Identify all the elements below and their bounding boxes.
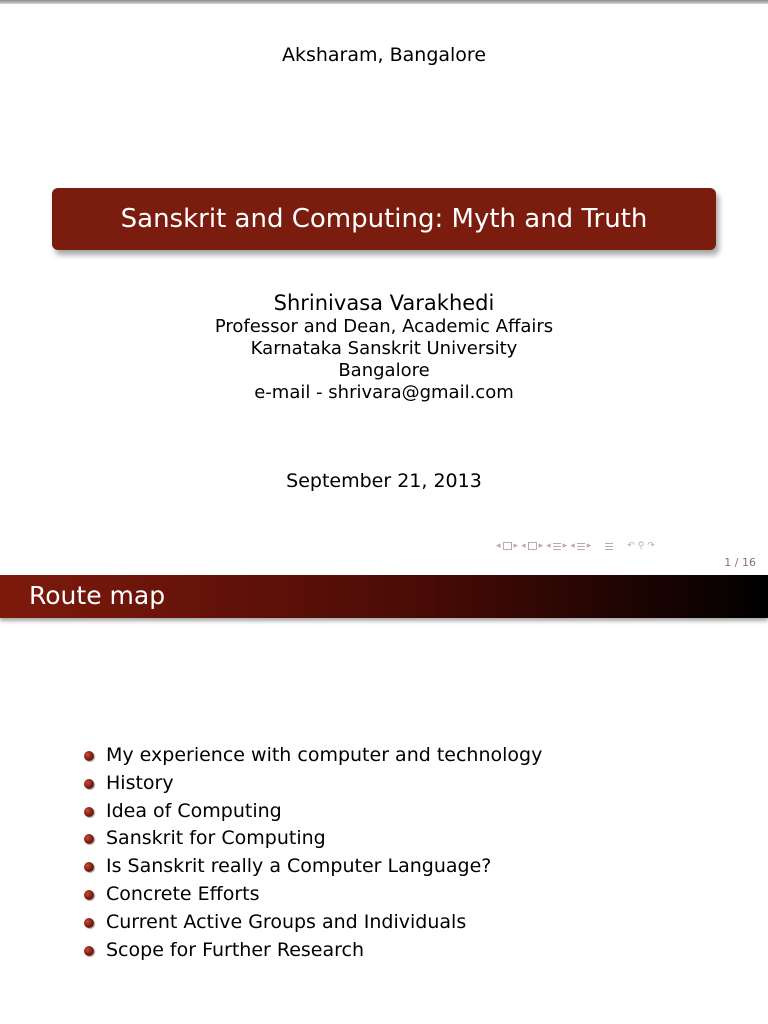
beamer-navigation-bar [496, 539, 764, 553]
list-item: Current Active Groups and Individuals [84, 909, 542, 937]
list-item: Concrete Efforts [84, 881, 542, 909]
route-map-list [84, 742, 542, 964]
bullet-icon [84, 779, 94, 789]
title-box [52, 188, 716, 250]
page-number: 1 / 16 [724, 556, 756, 569]
list-item: My experience with computer and technology [84, 742, 542, 770]
bullet-icon [84, 890, 94, 900]
bullet-icon [84, 946, 94, 956]
frame-header [0, 575, 768, 618]
nav-document-icon[interactable] [577, 543, 585, 550]
bullet-icon [84, 862, 94, 872]
institute: Aksharam, Bangalore [281, 44, 487, 66]
presentation-date: September 21, 2013 [286, 470, 482, 492]
nav-forward-icon[interactable]: ↷ [647, 541, 655, 551]
author-position: Professor and Dean, Academic Affairs [214, 316, 554, 337]
nav-right-arrow-icon[interactable]: ▸ [538, 541, 544, 551]
list-item: History [84, 770, 542, 798]
presentation-title: Sanskrit and Computing: Myth and Truth [120, 204, 648, 234]
nav-left-arrow-icon[interactable]: ◂ [496, 541, 501, 551]
nav-section-icon[interactable] [553, 543, 561, 550]
bullet-icon [84, 918, 94, 928]
top-border [0, 0, 768, 4]
nav-right-arrow-icon[interactable]: ▸ [562, 541, 568, 551]
author-email: e-mail - shrivara@gmail.com [254, 382, 514, 403]
nav-left-arrow-icon[interactable]: ◂ [521, 541, 526, 551]
nav-frame-icon[interactable] [503, 542, 512, 550]
nav-right-arrow-icon[interactable]: ▸ [513, 541, 519, 551]
bullet-icon [84, 807, 94, 817]
nav-right-arrow-icon[interactable]: ▸ [586, 541, 592, 551]
nav-search-icon[interactable]: ⚲ [637, 541, 645, 551]
nav-frame-group[interactable] [496, 541, 518, 551]
bullet-icon [84, 751, 94, 761]
nav-section-group[interactable] [546, 541, 567, 551]
list-item: Scope for Further Research [84, 937, 542, 965]
nav-document-group[interactable] [570, 541, 591, 551]
nav-left-arrow-icon[interactable]: ◂ [570, 541, 575, 551]
list-item: Sanskrit for Computing [84, 825, 542, 853]
nav-subsection-icon[interactable] [528, 542, 537, 550]
author-block [0, 290, 768, 404]
bullet-icon [84, 834, 94, 844]
nav-appendix-icon[interactable] [605, 543, 613, 550]
frame-title: Route map [29, 581, 166, 610]
nav-left-arrow-icon[interactable]: ◂ [546, 541, 551, 551]
nav-subsection-group[interactable] [521, 541, 543, 551]
author-university: Karnataka Sanskrit University [250, 338, 518, 359]
list-item: Idea of Computing [84, 798, 542, 826]
nav-back-icon[interactable]: ↶ [627, 541, 635, 551]
author-name: Shrinivasa Varakhedi [273, 291, 495, 315]
author-city: Bangalore [338, 360, 430, 381]
list-item: Is Sanskrit really a Computer Language? [84, 853, 542, 881]
